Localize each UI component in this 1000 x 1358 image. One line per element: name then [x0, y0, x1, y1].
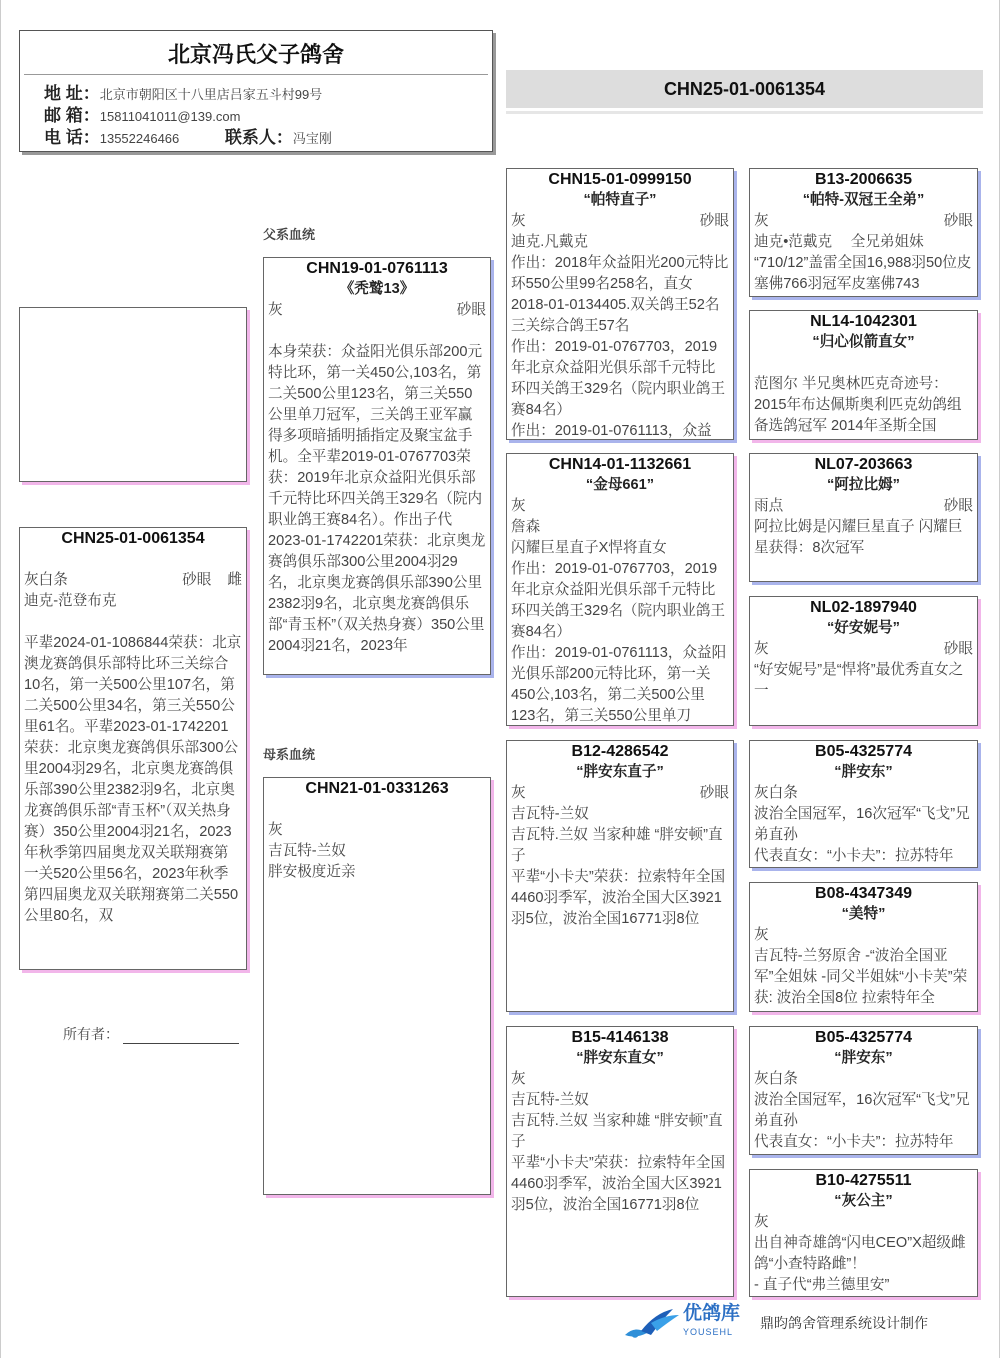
eye-type: 砂眼 [182, 572, 212, 588]
pigeon-name: “胖安东直子” [576, 764, 664, 780]
color-eye-row [511, 496, 729, 517]
ring-number: CHN25-01-0061354 [61, 530, 205, 547]
pigeon-card-sd[interactable] [506, 453, 734, 726]
ring-number: NL07-203663 [814, 456, 913, 473]
pigeon-notes [754, 1233, 973, 1296]
pigeon-name: 《秃鹫13》 [339, 281, 415, 297]
plumage-color: 灰 [268, 302, 283, 318]
notes-line: 迪克•范戴克 全兄弟姐妹 [754, 234, 924, 250]
pigeon-card-sdd[interactable] [749, 596, 978, 726]
spacer [24, 549, 242, 570]
pigeon-notes [754, 374, 973, 437]
notes-line: 代表直女：“小卡夫”：拉苏特年 [754, 848, 954, 864]
eye-sex [928, 211, 973, 232]
color-eye-row [754, 925, 973, 946]
notes-line: 本身荣获：众益阳光俱乐部200元特比环，第一关450公,103名，第二关500公里123名，第三关550公里单刀冠军，三关鸽王亚军赢得多项暗插明插指定及聚宝盆手机。全平辈2019-01-0767703荣获：2019年北京众益阳光俱乐部千元特比环四关鸽王329名（院内职业鸽王赛84名）。作出子代2023-01-1742201荣获：北京奥龙赛鸽俱乐部300公里2004羽29名，北京奥龙赛鸽俱乐部390公里2382羽9名，北京奥龙赛鸽俱乐部“青玉杯”（双关热身赛）350公里2004羽21名，2023年 [268, 344, 486, 654]
pigeon-name: “好安妮号” [827, 620, 900, 636]
address-label: 地 址： [44, 84, 100, 103]
pigeon-name: “归心似箭直女” [812, 334, 915, 350]
strain: 吉瓦特-兰奴 [511, 806, 589, 822]
notes-line: 代表直女：“小卡夫”：拉苏特年 [754, 1134, 954, 1150]
ring-number: NL02-1897940 [810, 599, 917, 616]
eye-type: 砂眼 [943, 213, 973, 229]
ring-number: B13-2006635 [815, 171, 912, 188]
spacer [24, 612, 242, 633]
plumage-color: 灰 [511, 213, 526, 229]
pigeon-notes [511, 253, 729, 440]
notes-line: 闪耀巨星直子X悍将直女 [511, 540, 667, 556]
plumage-color: 灰 [511, 785, 526, 801]
owner-signature-line [123, 1029, 239, 1044]
photo-placeholder [19, 307, 247, 482]
eye-sex [166, 570, 242, 591]
eye-sex [928, 639, 973, 660]
color-eye-row [511, 211, 729, 232]
notes-line: 作出：2019-01-0761113，众益 [511, 423, 712, 439]
brand-name-en: YOUSEHL [683, 1327, 734, 1337]
sire-line-label: 父系血统 [263, 227, 316, 242]
eye-sex [441, 300, 486, 321]
ring-number: B15-4146138 [571, 1029, 669, 1046]
notes-line: 平辈“小卡夫”荣获：拉索特年全国4460羽季军，波治全国大区3921羽5位，波治全国16771羽8位 [511, 869, 726, 927]
color-eye-row [511, 783, 729, 804]
pigeon-card-ddd[interactable] [749, 1169, 978, 1297]
notes-line: 作出：2019-01-0767703，2019年北京众益阳光俱乐部千元特比环四关鸽王329名（院内职业鸽王赛84名） [511, 561, 726, 640]
pigeon-notes [754, 660, 973, 702]
plumage-color: 灰 [268, 822, 283, 838]
notes-line: 波治全国冠军，16次冠军“飞戈”兄弟直孙 [754, 806, 970, 843]
notes-line: 作出：2019-01-0767703，2019年北京众益阳光俱乐部千元特比环四关鸽王329名（院内职业鸽王赛84名） [511, 339, 726, 418]
notes-line: 吉瓦特-兰努原舍 -“波治全国亚军”全姐妹 -同父半姐妹“小卡芙”荣获: 波治全国8位 拉索特年全 [754, 948, 968, 1006]
strain: 迪克.凡戴克 [511, 234, 589, 250]
plumage-color: 灰 [754, 641, 769, 657]
strain: 詹森 [511, 519, 541, 535]
plumage-color: 灰白条 [754, 1071, 798, 1087]
notes-line: 范图尔 半兄奥林匹克奇迹号：2015年布达佩斯奥利匹克幼鸽组备选鸽冠军 2014年圣斯全国 [754, 376, 962, 434]
loft-name: 北京冯氏父子鸽舍 [167, 42, 344, 67]
ring-number: CHN14-01-1132661 [548, 456, 692, 473]
credit-text: 鼎昀鸽舍管理系统设计制作 [760, 1315, 929, 1331]
loft-header [19, 30, 493, 152]
pigeon-notes [24, 633, 242, 927]
pigeon-name: “胖安东直女” [576, 1050, 664, 1066]
pigeon-notes [268, 862, 486, 883]
yougeku-logo-icon [621, 1305, 683, 1341]
notes-line: 出自神奇雄鸽“闪电CEO”X超级雌鸽“小查特路雌”！ [754, 1235, 966, 1272]
color-eye-row [268, 300, 486, 321]
plumage-color: 灰白条 [754, 785, 798, 801]
pigeon-card-sire[interactable] [263, 257, 491, 675]
strain: 迪克-范登布克 [24, 593, 117, 609]
ring-number: NL14-1042301 [810, 313, 917, 330]
spacer [754, 353, 973, 374]
owner-label: 所有者： [63, 1026, 119, 1042]
ring-number: B05-4325774 [815, 1029, 912, 1046]
notes-line: 吉瓦特.兰奴 当家种雄 “胖安顿”直子 [511, 1113, 723, 1150]
pigeon-card-ss[interactable] [506, 168, 734, 440]
pigeon-card-ds[interactable] [506, 740, 734, 1012]
ring-number: B12-4286542 [571, 743, 669, 760]
color-eye-row [754, 783, 973, 804]
ring-number: CHN21-01-0331263 [305, 780, 449, 797]
spacer [268, 799, 486, 820]
color-eye-row [24, 570, 242, 591]
email-label: 邮 箱： [44, 106, 100, 125]
color-eye-row [268, 820, 486, 841]
plumage-color: 灰白条 [24, 572, 68, 588]
notes-line: “好安妮号”是“悍将”最优秀直女之一 [754, 662, 964, 699]
contact: 冯宝刚 [292, 131, 332, 146]
plumage-color: 雨点 [754, 498, 784, 514]
plumage-color: 灰 [754, 213, 769, 229]
plumage-color: 灰 [754, 927, 769, 943]
eye-sex [928, 496, 973, 517]
pigeon-name: “帕特-双冠王全弟” [802, 192, 925, 208]
pigeon-name: “灰公主” [834, 1193, 893, 1209]
title-ring: CHN25-01-0061354 [506, 70, 983, 111]
pigeon-notes [754, 1090, 973, 1153]
phone: 13552246466 [99, 131, 180, 146]
eye-sex [684, 783, 729, 804]
notes-line: 波治全国冠军，16次冠军“飞戈”兄弟直孙 [754, 1092, 970, 1129]
notes-line: 作出：2019-01-0761113，众益阳光俱乐部200元特比环，第一关450公,103名，第二关500公里123名，第三关550公里单刀 [511, 645, 727, 724]
pigeon-card-dd[interactable] [506, 1026, 734, 1297]
notes-line: 胖安极度近亲 [268, 864, 356, 880]
pigeon-name: “胖安东” [834, 1050, 893, 1066]
email: 15811041011@139.com [99, 109, 241, 124]
color-eye-row [754, 1069, 973, 1090]
pigeon-card-sds[interactable] [749, 453, 978, 582]
color-eye-row [754, 1212, 973, 1233]
pigeon-notes [754, 517, 973, 559]
color-eye-row [511, 1069, 729, 1090]
eye-type: 砂眼 [943, 641, 973, 657]
brand-logo [683, 1305, 740, 1341]
owner-field [63, 1024, 239, 1044]
contact-label: 联系人： [224, 128, 293, 147]
pigeon-name: “阿拉比姆” [827, 477, 900, 493]
notes-line: 平辈“小卡夫”荣获：拉索特年全国4460羽季军，波治全国大区3921羽5位，波治全国16771羽8位 [511, 1155, 726, 1213]
color-eye-row [754, 496, 973, 517]
pigeon-card-dam[interactable] [263, 777, 491, 1195]
eye-sex [684, 211, 729, 232]
plumage-color: 灰 [511, 498, 526, 514]
pigeon-notes [754, 804, 973, 867]
pigeon-card-ssd[interactable] [749, 310, 978, 440]
pigeon-name: “帕特直子” [583, 192, 657, 208]
dam-line-label: 母系血统 [263, 747, 316, 762]
strain: 吉瓦特-兰奴 [268, 843, 346, 859]
phone-label: 电 话： [44, 128, 100, 147]
pigeon-notes [511, 1111, 729, 1216]
pigeon-notes [511, 825, 729, 930]
notes-line: 阿拉比姆是闪耀巨星直子 闪耀巨星获得：8次冠军 [754, 519, 963, 556]
plumage-color: 灰 [511, 1071, 526, 1087]
eye-type: 砂眼 [699, 785, 729, 801]
ring-number: CHN15-01-0999150 [548, 171, 692, 188]
pigeon-card-dds[interactable] [749, 1026, 978, 1155]
footer [621, 1305, 928, 1341]
notes-line: 吉瓦特.兰奴 当家种雄 “胖安顿”直子 [511, 827, 723, 864]
pigeon-card-sss[interactable] [749, 168, 978, 297]
pigeon-card-dsd[interactable] [749, 882, 978, 1012]
plumage-color: 灰 [754, 1214, 769, 1230]
pigeon-notes [511, 538, 729, 726]
eye-type: 砂眼 [699, 213, 729, 229]
pigeon-card-subject[interactable] [19, 527, 247, 970]
pigeon-notes [754, 232, 973, 295]
ring-number: CHN19-01-0761113 [306, 260, 448, 277]
color-eye-row [754, 639, 973, 660]
notes-line: 作出：2018年众益阳光200元特比环550公里99名258名，直女2018-01-0134405.双关鸽王52名 三关综合鸽王57名 [511, 255, 729, 334]
divider [24, 74, 488, 75]
sex: 雌 [227, 572, 242, 588]
pigeon-name: “胖安东” [834, 764, 893, 780]
address: 北京市朝阳区十八里店吕家五斗村99号 [99, 87, 323, 102]
notes-line: “710/12”盖雷全国16,988羽50位皮塞佛766羽冠军皮塞佛743 [754, 255, 972, 292]
pigeon-name: “金母661” [585, 477, 655, 493]
pigeon-card-dss[interactable] [749, 740, 978, 868]
pigeon-name: “美特” [841, 906, 886, 922]
ring-number: B10-4275511 [815, 1172, 912, 1189]
brand-name: 优鸽库 [683, 1303, 741, 1324]
spacer [268, 321, 486, 342]
notes-line: 平辈2024-01-1086844荣获：北京澳龙赛鸽俱乐部特比环三关综合10名，第一关500公里107名，第二关500公里34名，第三关550公里61名。平辈2023-01-1742201荣获：北京奥龙赛鸽俱乐部300公里2004羽29名，北京奥龙赛鸽俱乐部390公里2382羽9名，北京奥龙赛鸽俱乐部“青玉杯”（双关热身赛）350公里2004羽21名，2023年秋季第四届奥龙双关联翔赛第一关520公里56名，2023年秋季第四届奥龙双关联翔赛第二关550公里80名，双 [24, 635, 242, 924]
eye-type: 砂眼 [943, 498, 973, 514]
strain: 吉瓦特-兰奴 [511, 1092, 589, 1108]
color-eye-row [754, 211, 973, 232]
pigeon-notes [754, 946, 973, 1009]
ring-number: B08-4347349 [815, 885, 912, 902]
notes-line: - 直子代“弗兰德里安” [754, 1277, 890, 1293]
ring-number: B05-4325774 [815, 743, 912, 760]
pigeon-notes [268, 342, 486, 657]
eye-type: 砂眼 [456, 302, 486, 318]
